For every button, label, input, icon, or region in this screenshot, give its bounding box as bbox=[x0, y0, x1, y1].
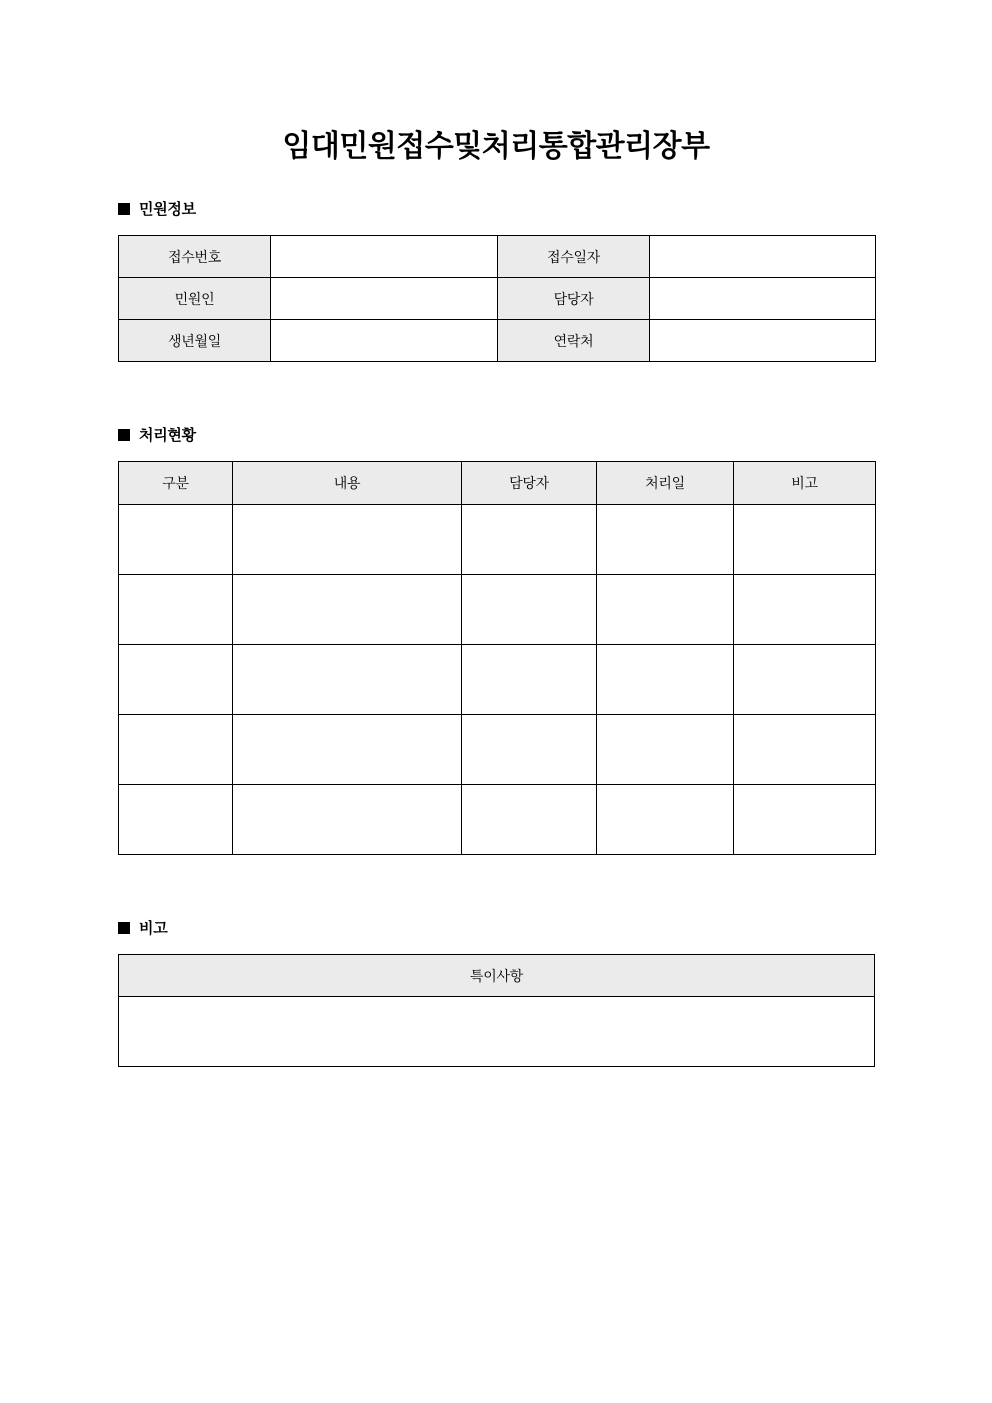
status-cell-gubun[interactable] bbox=[119, 575, 233, 645]
status-cell-gubun[interactable] bbox=[119, 505, 233, 575]
table-row bbox=[119, 236, 876, 278]
table-row bbox=[119, 785, 876, 855]
table-row bbox=[119, 278, 876, 320]
status-cell-gubun[interactable] bbox=[119, 715, 233, 785]
section-remarks bbox=[0, 917, 992, 1067]
section-heading-remarks-label: 비고 bbox=[139, 920, 168, 937]
info-field-receipt-date[interactable] bbox=[650, 236, 876, 278]
info-label-manager: 담당자 bbox=[498, 278, 650, 320]
status-cell-manager[interactable] bbox=[462, 505, 597, 575]
column-header-gubun: 구분 bbox=[119, 462, 233, 505]
status-cell-content[interactable] bbox=[233, 785, 462, 855]
table-row bbox=[119, 505, 876, 575]
status-cell-date[interactable] bbox=[597, 645, 734, 715]
status-cell-content[interactable] bbox=[233, 575, 462, 645]
page-title: 임대민원접수및처리통합관리장부 bbox=[282, 130, 710, 163]
info-label-receipt-number: 접수번호 bbox=[119, 236, 271, 278]
section-heading-info bbox=[118, 198, 992, 219]
column-header-process-date: 처리일 bbox=[597, 462, 734, 505]
column-header-special-notes: 특이사항 bbox=[119, 955, 875, 997]
table-header-row bbox=[119, 462, 876, 505]
status-cell-date[interactable] bbox=[597, 715, 734, 785]
section-info bbox=[0, 198, 992, 362]
table-row bbox=[119, 320, 876, 362]
filled-square-icon bbox=[118, 203, 130, 215]
column-header-manager: 담당자 bbox=[462, 462, 597, 505]
column-header-content: 내용 bbox=[233, 462, 462, 505]
section-status bbox=[0, 424, 992, 855]
status-cell-note[interactable] bbox=[734, 575, 876, 645]
status-cell-date[interactable] bbox=[597, 785, 734, 855]
processing-status-table bbox=[118, 461, 876, 855]
info-label-receipt-date: 접수일자 bbox=[498, 236, 650, 278]
complaint-info-table bbox=[118, 235, 876, 362]
table-row bbox=[119, 997, 875, 1067]
column-header-note: 비고 bbox=[734, 462, 876, 505]
status-cell-note[interactable] bbox=[734, 715, 876, 785]
status-cell-date[interactable] bbox=[597, 575, 734, 645]
status-cell-note[interactable] bbox=[734, 785, 876, 855]
info-field-contact[interactable] bbox=[650, 320, 876, 362]
status-cell-manager[interactable] bbox=[462, 715, 597, 785]
section-heading-remarks bbox=[118, 917, 992, 938]
status-cell-date[interactable] bbox=[597, 505, 734, 575]
info-field-manager[interactable] bbox=[650, 278, 876, 320]
table-row bbox=[119, 645, 876, 715]
filled-square-icon bbox=[118, 429, 130, 441]
section-heading-status-label: 처리현황 bbox=[139, 427, 196, 444]
info-label-contact: 연락처 bbox=[498, 320, 650, 362]
filled-square-icon bbox=[118, 922, 130, 934]
info-label-complainant: 민원인 bbox=[119, 278, 271, 320]
section-heading-info-label: 민원정보 bbox=[139, 201, 196, 218]
info-field-complainant[interactable] bbox=[271, 278, 498, 320]
table-header-row bbox=[119, 955, 875, 997]
table-row bbox=[119, 575, 876, 645]
status-cell-note[interactable] bbox=[734, 505, 876, 575]
status-cell-manager[interactable] bbox=[462, 785, 597, 855]
status-cell-manager[interactable] bbox=[462, 645, 597, 715]
status-cell-content[interactable] bbox=[233, 505, 462, 575]
status-cell-note[interactable] bbox=[734, 645, 876, 715]
info-field-birthdate[interactable] bbox=[271, 320, 498, 362]
status-cell-gubun[interactable] bbox=[119, 645, 233, 715]
info-label-birthdate: 생년월일 bbox=[119, 320, 271, 362]
status-cell-gubun[interactable] bbox=[119, 785, 233, 855]
remarks-body-field[interactable] bbox=[119, 997, 875, 1067]
section-heading-status bbox=[118, 424, 992, 445]
status-cell-content[interactable] bbox=[233, 715, 462, 785]
status-cell-content[interactable] bbox=[233, 645, 462, 715]
remarks-table bbox=[118, 954, 875, 1067]
table-row bbox=[119, 715, 876, 785]
status-cell-manager[interactable] bbox=[462, 575, 597, 645]
info-field-receipt-number[interactable] bbox=[271, 236, 498, 278]
